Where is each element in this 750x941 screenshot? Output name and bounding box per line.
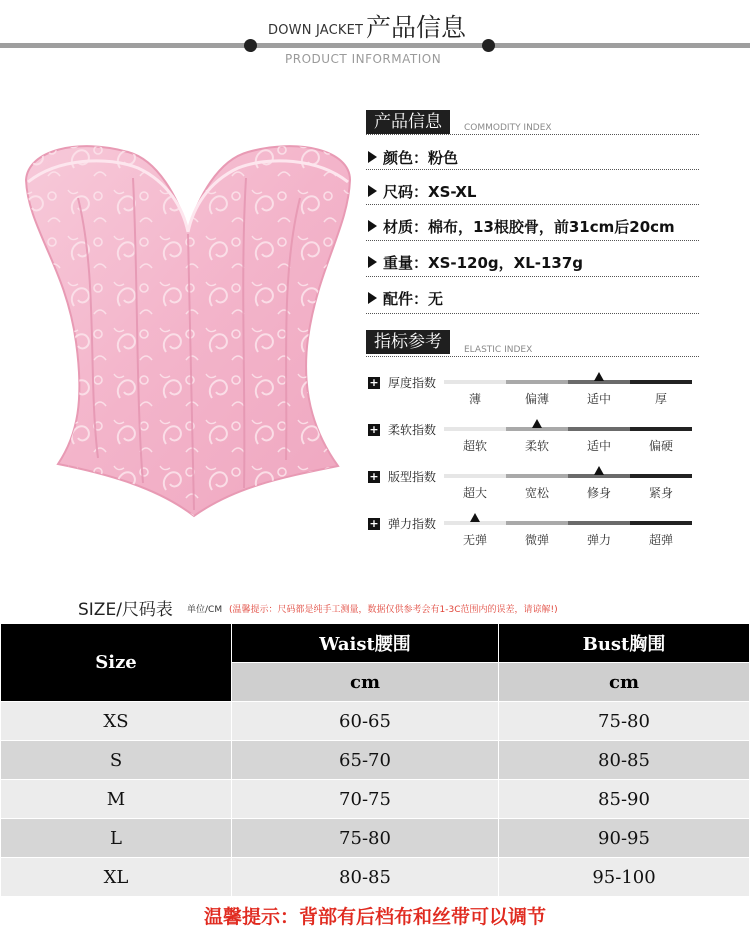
table-cell-waist: 75-80 bbox=[232, 819, 499, 858]
scale-label: 宽松 bbox=[524, 486, 549, 500]
size-chart-unit: 单位/CM bbox=[187, 605, 223, 615]
info-row-label: 配件：无 bbox=[383, 289, 444, 308]
scale-segment bbox=[630, 380, 692, 384]
scale-title: 厚度指数 bbox=[388, 376, 437, 390]
info-row-accessories bbox=[368, 287, 443, 309]
plus-icon: + bbox=[369, 423, 379, 436]
scale-segment bbox=[568, 521, 630, 525]
info-row-label: 颜色：粉色 bbox=[383, 148, 459, 167]
scale-segment bbox=[506, 380, 568, 384]
size-chart-note: (温馨提示：尺码都是纯手工测量，数据仅供参考会有1-3C范围内的误差，请谅解!) bbox=[229, 605, 558, 615]
table-row bbox=[1, 858, 750, 897]
info-row-color bbox=[368, 146, 458, 168]
size-table bbox=[0, 623, 750, 897]
scale-marker-icon bbox=[594, 466, 604, 475]
arrow-right-icon bbox=[368, 220, 377, 232]
scale-label: 柔软 bbox=[524, 439, 549, 453]
table-cell-bust: 75-80 bbox=[499, 702, 750, 741]
index-divider bbox=[366, 356, 699, 357]
scale-bar bbox=[444, 521, 692, 525]
table-row bbox=[1, 780, 750, 819]
scale-segment bbox=[568, 427, 630, 431]
footnote: 温馨提示：背部有后档布和丝带可以调节 bbox=[203, 906, 546, 928]
table-cell-size: XL bbox=[1, 858, 232, 897]
scale-title: 柔软指数 bbox=[388, 423, 437, 437]
info-row-label: 材质：棉布，13根胶骨，前31cm后20cm bbox=[383, 217, 675, 236]
info-row-label: 尺码：XS-XL bbox=[383, 182, 477, 201]
scale-label: 无弹 bbox=[462, 533, 487, 547]
scale-label: 厚 bbox=[654, 392, 667, 406]
info-row-weight bbox=[368, 251, 583, 273]
scale-segment bbox=[506, 474, 568, 478]
table-row bbox=[1, 702, 750, 741]
scale-segment bbox=[630, 427, 692, 431]
index-tag: 指标参考 bbox=[366, 330, 450, 354]
table-cell-waist: 70-75 bbox=[232, 780, 499, 819]
scale-label: 薄 bbox=[468, 392, 481, 406]
size-header: Size bbox=[1, 624, 232, 702]
plus-icon: + bbox=[369, 376, 379, 389]
scale-label: 弹力 bbox=[586, 533, 611, 547]
table-cell-waist: 65-70 bbox=[232, 741, 499, 780]
header-subtitle: PRODUCT INFORMATION bbox=[285, 52, 442, 66]
scale-marker-icon bbox=[594, 372, 604, 381]
scale-label: 适中 bbox=[586, 392, 611, 406]
scale-label: 适中 bbox=[586, 439, 611, 453]
info-tag-en: COMMODITY INDEX bbox=[464, 123, 552, 133]
scale-marker-icon bbox=[532, 419, 542, 428]
table-row bbox=[1, 741, 750, 780]
scale-label: 偏薄 bbox=[524, 392, 549, 406]
table-cell-size: S bbox=[1, 741, 232, 780]
table-cell-bust: 85-90 bbox=[499, 780, 750, 819]
index-scale bbox=[368, 423, 698, 463]
table-cell-size: XS bbox=[1, 702, 232, 741]
scale-bar bbox=[444, 427, 692, 431]
index-scale bbox=[368, 470, 698, 510]
scale-title: 版型指数 bbox=[388, 470, 437, 484]
pink-jacquard-corset-image bbox=[18, 138, 358, 518]
table-cell-bust: 90-95 bbox=[499, 819, 750, 858]
index-scale bbox=[368, 376, 698, 416]
scale-label: 超弹 bbox=[648, 533, 673, 547]
scale-segment bbox=[444, 474, 506, 478]
info-row-size bbox=[368, 180, 477, 202]
scale-segment bbox=[444, 427, 506, 431]
info-divider bbox=[366, 313, 699, 314]
bust-header: Bust胸围 bbox=[499, 624, 750, 663]
arrow-right-icon bbox=[368, 256, 377, 268]
scale-segment bbox=[630, 521, 692, 525]
info-divider bbox=[366, 276, 699, 277]
header-dot-left bbox=[244, 39, 257, 52]
table-row bbox=[1, 819, 750, 858]
scale-label: 微弹 bbox=[524, 533, 549, 547]
waist-unit: cm bbox=[232, 663, 499, 702]
arrow-right-icon bbox=[368, 151, 377, 163]
scale-label: 偏硬 bbox=[648, 439, 673, 453]
info-row-material bbox=[368, 215, 675, 237]
table-cell-waist: 80-85 bbox=[232, 858, 499, 897]
scale-marker-icon bbox=[470, 513, 480, 522]
header-dot-right bbox=[482, 39, 495, 52]
table-cell-size: M bbox=[1, 780, 232, 819]
scale-title: 弹力指数 bbox=[388, 517, 437, 531]
info-divider bbox=[366, 204, 699, 205]
plus-icon: + bbox=[369, 470, 379, 483]
table-cell-bust: 80-85 bbox=[499, 741, 750, 780]
info-row-label: 重量：XS-120g，XL-137g bbox=[383, 253, 584, 272]
scale-bar bbox=[444, 474, 692, 478]
header-cn-title: 产品信息 bbox=[366, 13, 467, 42]
info-tag: 产品信息 bbox=[366, 110, 450, 134]
scale-label: 超软 bbox=[462, 439, 487, 453]
scale-segment bbox=[506, 521, 568, 525]
scale-label: 紧身 bbox=[648, 486, 673, 500]
scale-label: 修身 bbox=[586, 486, 611, 500]
scale-segment bbox=[630, 474, 692, 478]
index-scale bbox=[368, 517, 698, 557]
plus-icon: + bbox=[369, 517, 379, 530]
index-tag-en: ELASTIC INDEX bbox=[464, 345, 533, 355]
table-cell-size: L bbox=[1, 819, 232, 858]
table-cell-bust: 95-100 bbox=[499, 858, 750, 897]
size-chart-title: SIZE/尺码表 bbox=[78, 600, 173, 620]
info-divider bbox=[366, 240, 699, 241]
header-en-title: DOWN JACKET bbox=[268, 23, 364, 38]
arrow-right-icon bbox=[368, 292, 377, 304]
scale-segment bbox=[444, 380, 506, 384]
arrow-right-icon bbox=[368, 185, 377, 197]
info-divider bbox=[366, 134, 699, 135]
scale-label: 超大 bbox=[462, 486, 487, 500]
table-cell-waist: 60-65 bbox=[232, 702, 499, 741]
waist-header: Waist腰围 bbox=[232, 624, 499, 663]
bust-unit: cm bbox=[499, 663, 750, 702]
info-divider bbox=[366, 169, 699, 170]
scale-bar bbox=[444, 380, 692, 384]
